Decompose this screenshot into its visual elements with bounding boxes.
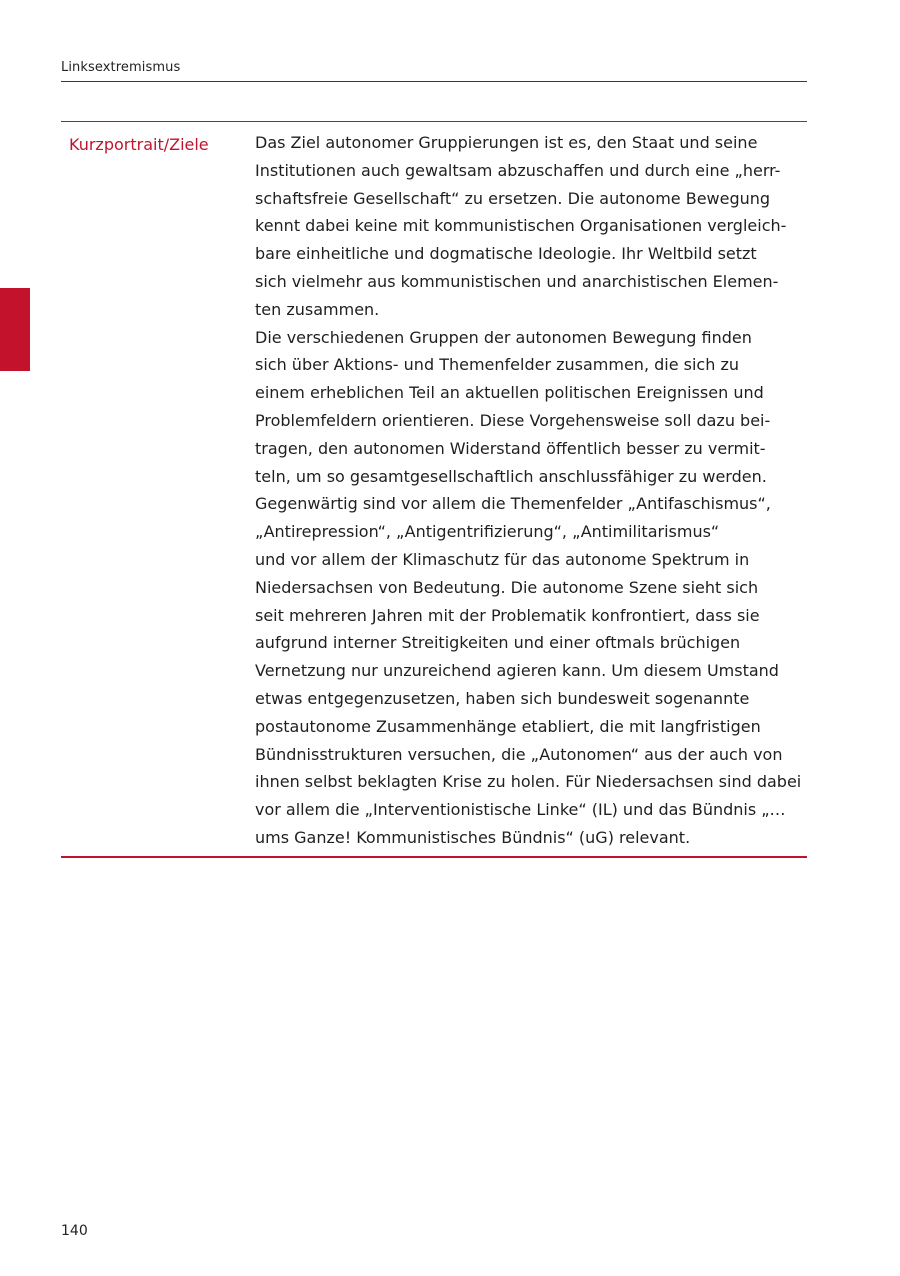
body-text-line: ihnen selbst beklagten Krise zu holen. Für Niedersachsen sind dabei <box>255 772 802 792</box>
section-body <box>255 129 807 852</box>
body-text-line: seit mehreren Jahren mit der Problematik konfrontiert, dass sie <box>255 605 760 625</box>
body-text-line: einem erheblichen Teil an aktuellen politischen Ereignissen und <box>255 383 764 403</box>
body-text-line: sich vielmehr aus kommunistischen und anarchistischen Elemen- <box>255 271 779 291</box>
body-text-line: Gegenwärtig sind vor allem die Themenfelder „Antifaschismus“, <box>255 494 771 514</box>
table-rule-top <box>61 121 807 122</box>
body-text-line: teln, um so gesamtgesellschaftlich anschlussfähiger zu werden. <box>255 466 767 486</box>
body-text-line: Die verschiedenen Gruppen der autonomen Bewegung finden <box>255 327 752 347</box>
body-text-line: postautonome Zusammenhänge etabliert, die mit langfristigen <box>255 716 761 736</box>
body-text-line: kennt dabei keine mit kommunistischen Organisationen vergleich- <box>255 216 787 236</box>
body-text-line: Bündnisstrukturen versuchen, die „Autonomen“ aus der auch von <box>255 744 783 764</box>
body-text-line: und vor allem der Klimaschutz für das autonome Spektrum in <box>255 549 750 569</box>
page-number: 140 <box>61 1223 88 1239</box>
body-text-line: ten zusammen. <box>255 299 380 319</box>
body-text-line: vor allem die „Interventionistische Linke“ (IL) und das Bündnis „… <box>255 800 786 820</box>
body-text-line: Institutionen auch gewaltsam abzuschaffen und durch eine „herr- <box>255 160 781 180</box>
body-text-line: Vernetzung nur unzureichend agieren kann. Um diesem Umstand <box>255 661 779 681</box>
chapter-tab-marker <box>0 288 30 371</box>
body-text-line: Problemfeldern orientieren. Diese Vorgehensweise soll dazu bei- <box>255 410 771 430</box>
body-text-line: schaftsfreie Gesellschaft“ zu ersetzen. Die autonome Bewegung <box>255 188 771 208</box>
table-rule-bottom <box>61 856 807 858</box>
body-text-line: tragen, den autonomen Widerstand öffentlich besser zu vermit- <box>255 438 766 458</box>
running-header: Linksextremismus <box>61 60 181 75</box>
body-text-line: Das Ziel autonomer Gruppierungen ist es, den Staat und seine <box>255 133 758 152</box>
body-text-line: ums Ganze! Kommunistisches Bündnis“ (uG) relevant. <box>255 827 691 847</box>
body-text-line: aufgrund interner Streitigkeiten und einer oftmals brüchigen <box>255 633 741 653</box>
body-text-line: „Antirepression“, „Antigentrifizierung“, „Antimilitarismus“ <box>255 522 720 542</box>
body-text-line: Niedersachsen von Bedeutung. Die autonome Szene sieht sich <box>255 577 759 597</box>
header-rule <box>61 81 807 82</box>
body-text-line: sich über Aktions- und Themenfelder zusammen, die sich zu <box>255 355 739 375</box>
section-label: Kurzportrait/Ziele <box>69 135 209 154</box>
body-text-line: etwas entgegenzusetzen, haben sich bundesweit sogenannte <box>255 688 750 708</box>
body-text-line: bare einheitliche und dogmatische Ideologie. Ihr Weltbild setzt <box>255 244 757 264</box>
